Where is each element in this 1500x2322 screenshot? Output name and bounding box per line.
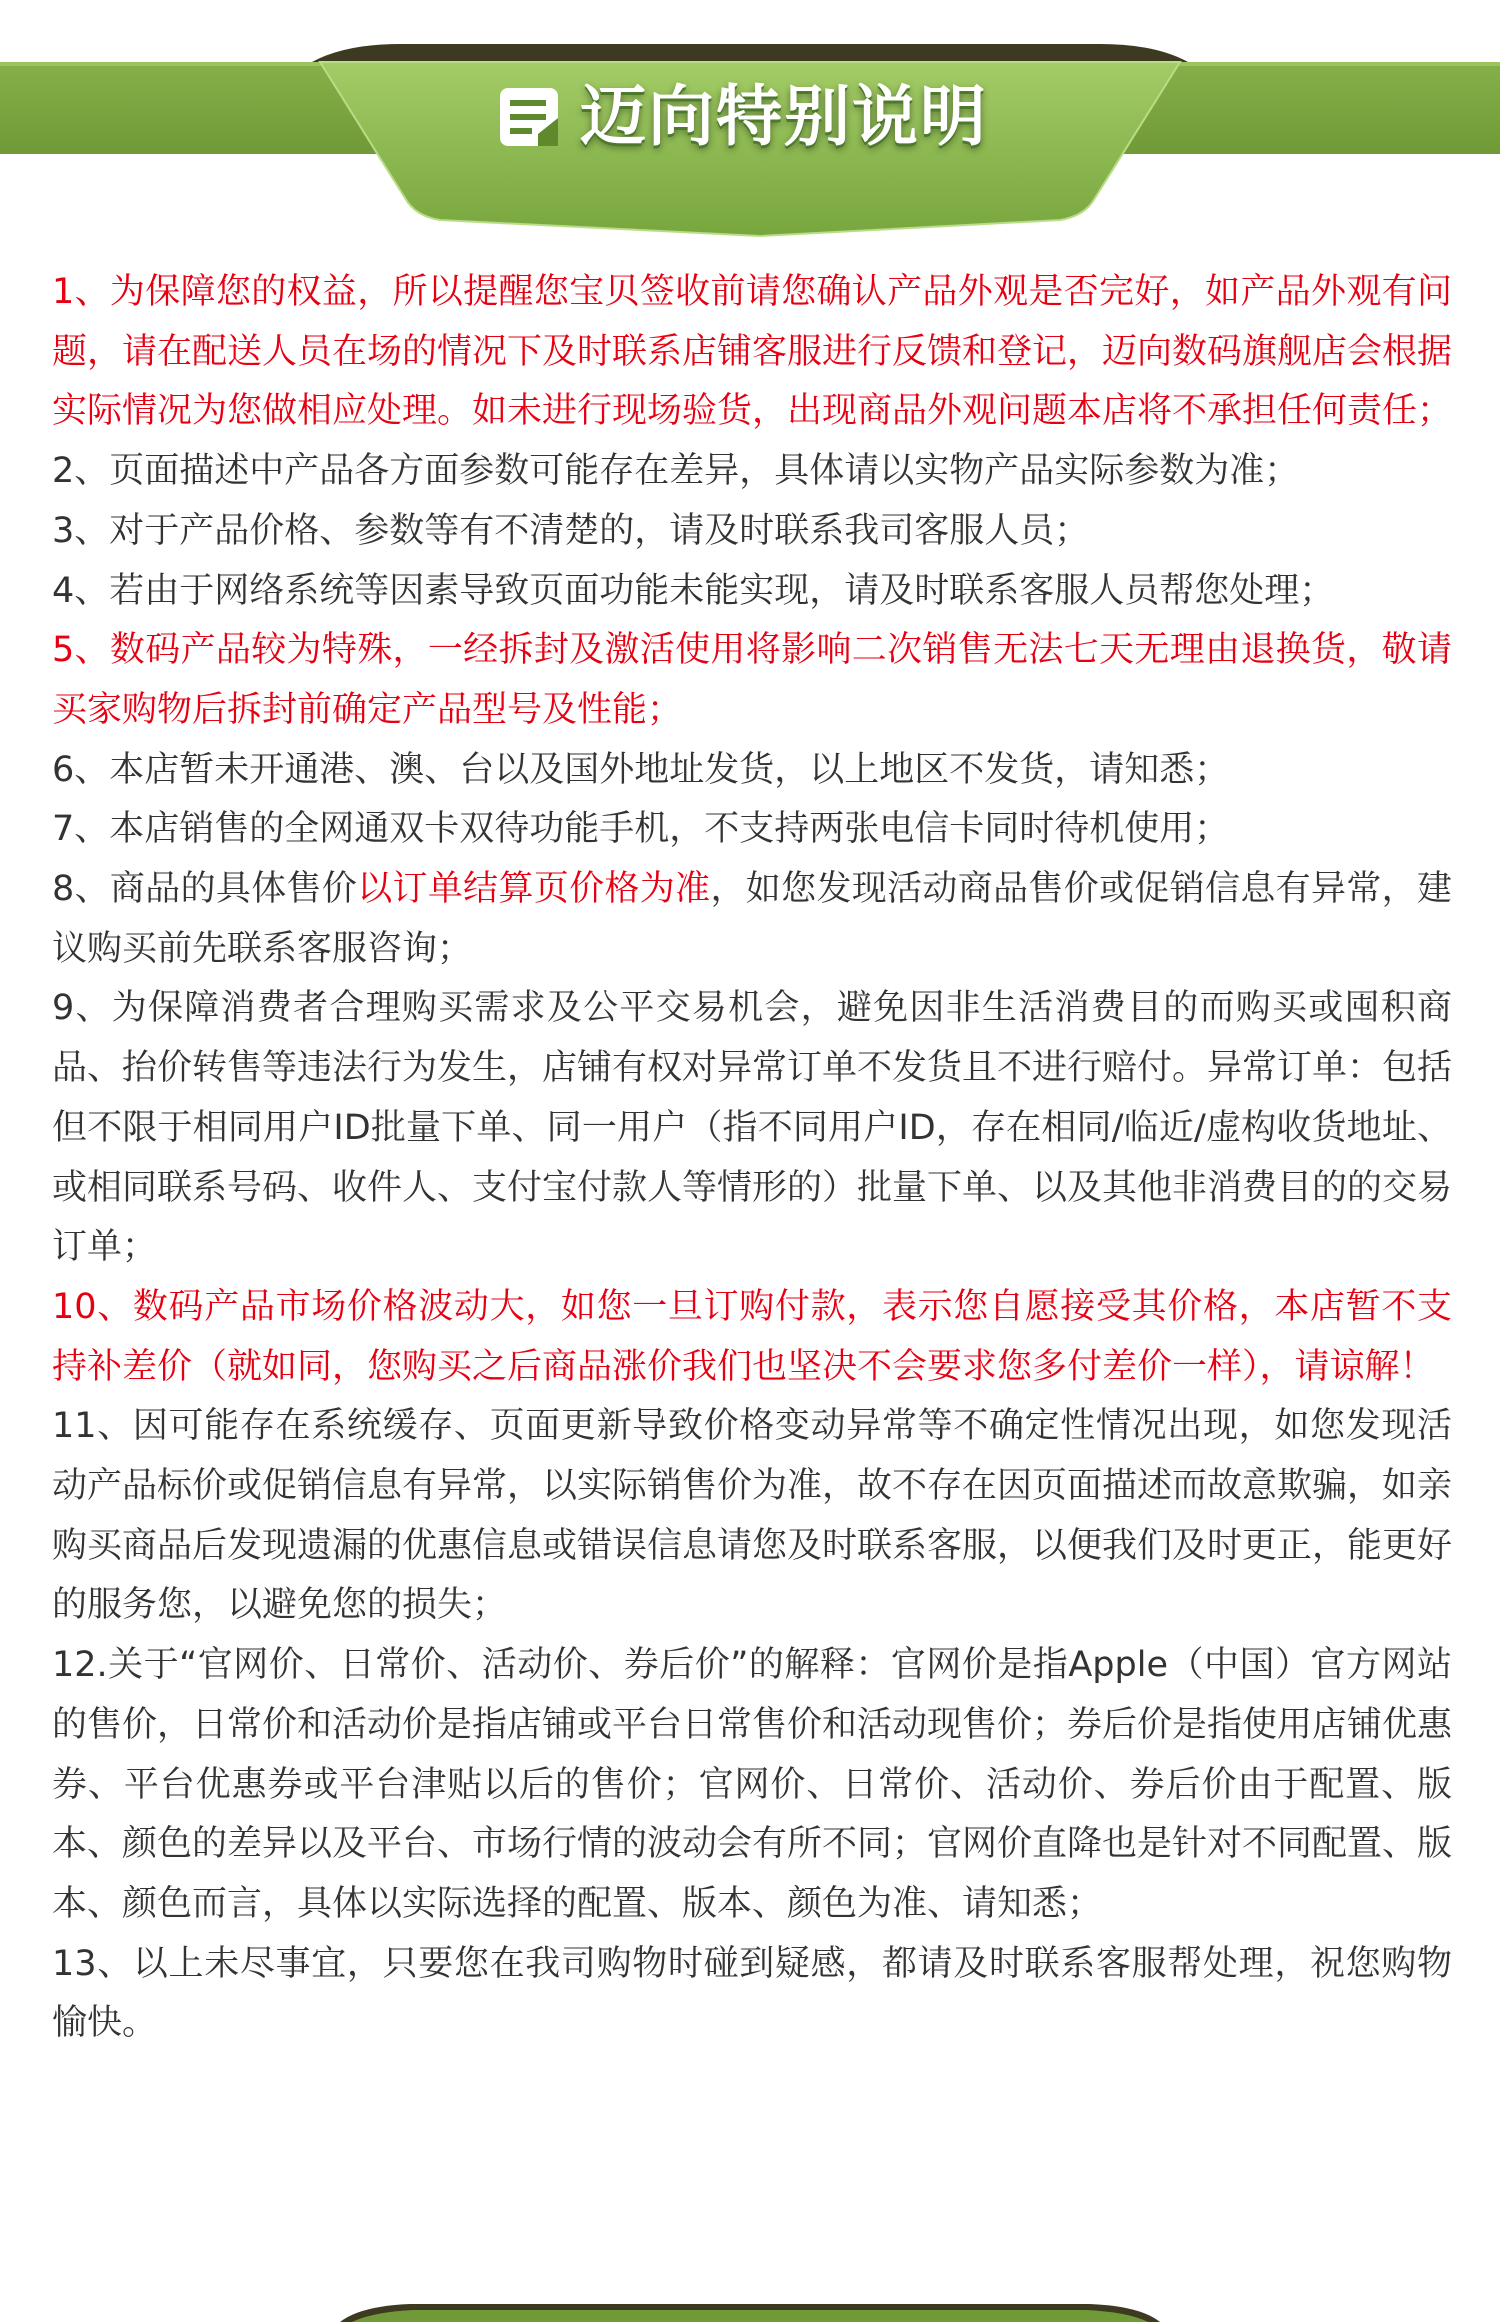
note-item: 5、数码产品较为特殊，一经拆封及激活使用将影响二次销售无法七天无理由退换货，敬请买家购物后拆封前确定产品型号及性能； — [52, 630, 1452, 730]
note-item: 13、以上未尽事宜，只要您在我司购物时碰到疑感，都请及时联系客服帮处理，祝您购物愉快。 — [52, 1943, 1452, 2044]
next-section-edge — [0, 2288, 1500, 2322]
note-highlight: 以订单结算页价格为准 — [357, 869, 711, 910]
note-item: 12.关于“官网价、日常价、活动价、券后价”的解释：官网价是指Apple（中国）官方网站的售价，日常价和活动价是指店铺或平台日常售价和活动现售价；券后价是指使用店铺优惠券、平台优惠券或平台津贴以后的售价；官网价、日常价、活动价、券后价由于配置、版本、颜色的差异以及平台、市场行情的波动会有所不同；官网价直降也是针对不同配置、版本、颜色而言，具体以实际选择的配置、版本、颜色为准、请知悉； — [52, 1645, 1453, 1924]
note-item: 6、本店暂未开通港、澳、台以及国外地址发货，以上地区不发货，请知悉； — [52, 749, 1230, 790]
note-item: 7、本店销售的全网通双卡双待功能手机，不支持两张电信卡同时待机使用； — [52, 809, 1230, 850]
document-icon — [500, 88, 558, 146]
note-item — [52, 860, 1452, 979]
note-item: 11、因可能存在系统缓存、页面更新导致价格变动异常等不确定性情况出现，如您发现活动产品标价或促销信息有异常，以实际销售价为准，故不存在因页面描述而故意欺骗，如亲购买商品后发现遗漏的优惠信息或错误信息请您及时联系客服，以便我们及时更正，能更好的服务您，以避免您的损失； — [52, 1406, 1453, 1626]
note-item: 10、数码产品市场价格波动大，如您一旦订购付款，表示您自愿接受其价格，本店暂不支持补差价（就如同，您购买之后商品涨价我们也坚决不会要求您多付差价一样），请谅解！ — [52, 1286, 1452, 1387]
note-item: 3、对于产品价格、参数等有不清楚的，请及时联系我司客服人员； — [52, 510, 1090, 551]
page-title: 迈向特别说明 — [580, 78, 988, 155]
note-item: 1、为保障您的权益，所以提醒您宝贝签收前请您确认产品外观是否完好，如产品外观有问题，请在配送人员在场的情况下及时联系店铺客服进行反馈和登记，迈向数码旗舰店会根据实际情况为您做相应处理。如未进行现场验货，出现商品外观问题本店将不承担任何责任； — [52, 272, 1453, 432]
note-item: 4、若由于网络系统等因素导致页面功能未能实现，请及时联系客服人员帮您处理； — [52, 570, 1335, 611]
note-text: ，如您发现活动商品售价或促销信息有异常，建议购买前先联系客服咨询； — [52, 869, 1452, 969]
note-text: 8、商品的具体售价 — [52, 869, 358, 910]
note-item: 2、页面描述中产品各方面参数可能存在差异，具体请以实物产品实际参数为准； — [52, 451, 1300, 492]
note-item: 9、为保障消费者合理购买需求及公平交易机会，避免因非生活消费目的而购买或囤积商品、抬价转售等违法行为发生，店铺有权对异常订单不发货且不进行赔付。异常订单：包括但不限于相同用户ID批量下单、同一用户（指不同用户ID，存在相同/临近/虚构收货地址、或相同联系号码、收件人、支付宝付款人等情形的）批量下单、以及其他非消费目的的交易订单； — [52, 988, 1453, 1268]
notes-list — [52, 263, 1452, 2054]
